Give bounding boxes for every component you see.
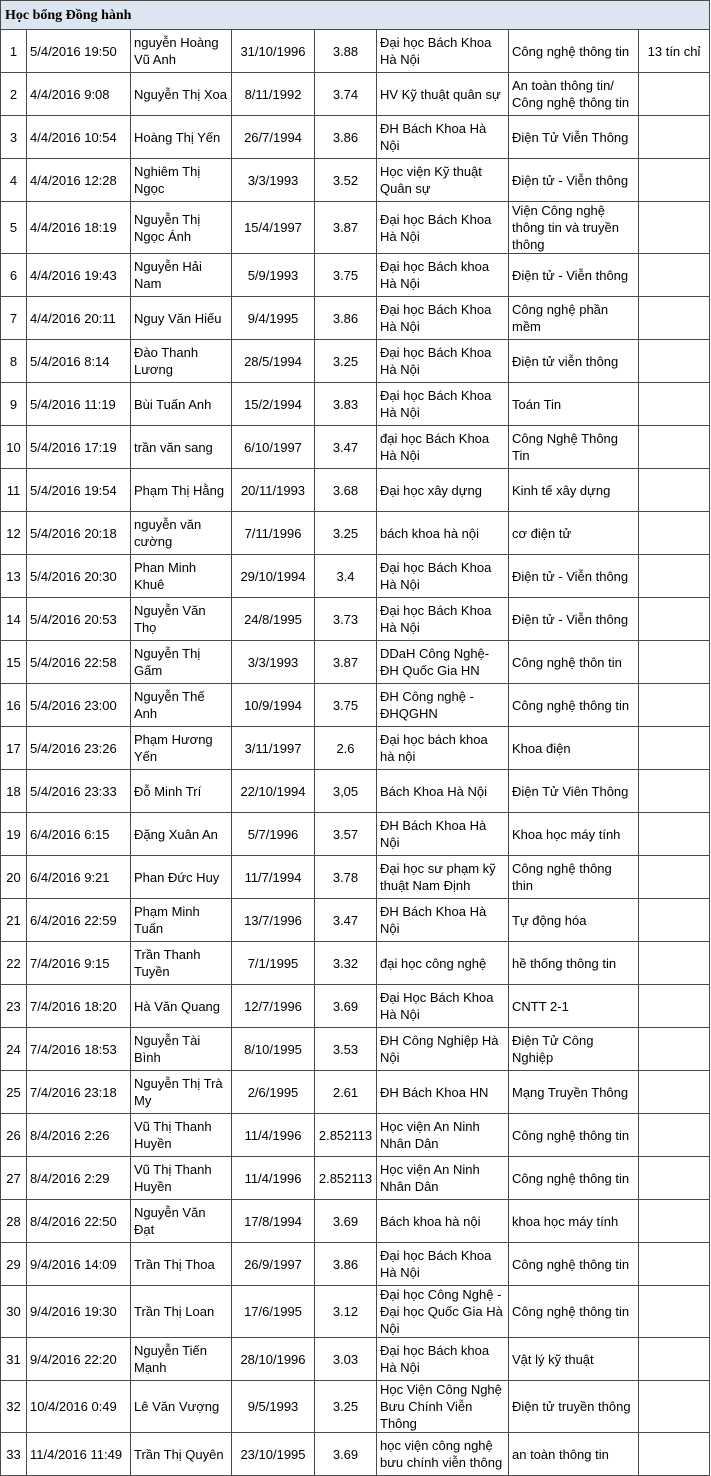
note-cell <box>639 1243 710 1286</box>
note-cell <box>639 1114 710 1157</box>
student-name: Đặng Xuân An <box>131 813 232 856</box>
school-name: Bách khoa hà nội <box>377 1200 509 1243</box>
school-name: Đại học bách khoa hà nội <box>377 727 509 770</box>
table-row <box>1 202 710 254</box>
table-row <box>1 598 710 641</box>
gpa-score: 2.852113 <box>315 1114 377 1157</box>
gpa-score: 3.78 <box>315 856 377 899</box>
table-row <box>1 641 710 684</box>
date-of-birth: 31/10/1996 <box>232 30 315 73</box>
submitted-time: 6/4/2016 22:59 <box>27 899 131 942</box>
submitted-time: 8/4/2016 2:29 <box>27 1157 131 1200</box>
student-name: Nguyễn Thị Trà My <box>131 1071 232 1114</box>
school-name: ĐH Bách Khoa HN <box>377 1071 509 1114</box>
gpa-score: 3.53 <box>315 1028 377 1071</box>
row-number: 10 <box>1 426 27 469</box>
note-cell <box>639 641 710 684</box>
note-cell <box>639 426 710 469</box>
major-name: Điện tử - Viễn thông <box>509 254 639 297</box>
school-name: học viện công nghệ bưu chính viễn thông <box>377 1433 509 1476</box>
sheet-title: Học bổng Đồng hành <box>1 1 710 30</box>
title-row <box>1 1 710 30</box>
school-name: Đại học Bách Khoa Hà Nội <box>377 202 509 254</box>
gpa-score: 2.61 <box>315 1071 377 1114</box>
school-name: Bách Khoa Hà Nội <box>377 770 509 813</box>
date-of-birth: 15/2/1994 <box>232 383 315 426</box>
submitted-time: 4/4/2016 10:54 <box>27 116 131 159</box>
gpa-score: 3.4 <box>315 555 377 598</box>
student-name: Nguyễn Thị Xoa <box>131 73 232 116</box>
submitted-time: 10/4/2016 0:49 <box>27 1381 131 1433</box>
school-name: ĐH Công nghệ - ĐHQGHN <box>377 684 509 727</box>
submitted-time: 9/4/2016 14:09 <box>27 1243 131 1286</box>
major-name: Điện Tử Công Nghiệp <box>509 1028 639 1071</box>
note-cell <box>639 1028 710 1071</box>
major-name: Điện Tử Viên Thông <box>509 770 639 813</box>
school-name: Đại học Bách khoa Hà Nội <box>377 1338 509 1381</box>
row-number: 12 <box>1 512 27 555</box>
major-name: Điện tử viễn thông <box>509 340 639 383</box>
gpa-score: 3.87 <box>315 641 377 684</box>
submitted-time: 5/4/2016 19:50 <box>27 30 131 73</box>
school-name: đại học công nghệ <box>377 942 509 985</box>
major-name: Mạng Truyền Thông <box>509 1071 639 1114</box>
note-cell <box>639 856 710 899</box>
row-number: 31 <box>1 1338 27 1381</box>
major-name: an toàn thông tin <box>509 1433 639 1476</box>
date-of-birth: 5/7/1996 <box>232 813 315 856</box>
date-of-birth: 2/6/1995 <box>232 1071 315 1114</box>
date-of-birth: 6/10/1997 <box>232 426 315 469</box>
submitted-time: 7/4/2016 9:15 <box>27 942 131 985</box>
school-name: Đại học sư phạm kỹ thuật Nam Định <box>377 856 509 899</box>
row-number: 8 <box>1 340 27 383</box>
student-name: Trần Thị Thoa <box>131 1243 232 1286</box>
row-number: 33 <box>1 1433 27 1476</box>
date-of-birth: 29/10/1994 <box>232 555 315 598</box>
note-cell <box>639 770 710 813</box>
note-cell <box>639 202 710 254</box>
gpa-score: 3.68 <box>315 469 377 512</box>
row-number: 26 <box>1 1114 27 1157</box>
major-name: Khoa học máy tính <box>509 813 639 856</box>
student-name: Hà Văn Quang <box>131 985 232 1028</box>
note-cell <box>639 899 710 942</box>
date-of-birth: 17/8/1994 <box>232 1200 315 1243</box>
submitted-time: 4/4/2016 20:11 <box>27 297 131 340</box>
school-name: Đại Học Bách Khoa Hà Nội <box>377 985 509 1028</box>
gpa-score: 3.75 <box>315 254 377 297</box>
major-name: Điện Tử Viễn Thông <box>509 116 639 159</box>
table-row <box>1 1243 710 1286</box>
major-name: Điện tử - Viễn thông <box>509 159 639 202</box>
date-of-birth: 8/11/1992 <box>232 73 315 116</box>
row-number: 18 <box>1 770 27 813</box>
row-number: 21 <box>1 899 27 942</box>
date-of-birth: 26/7/1994 <box>232 116 315 159</box>
row-number: 13 <box>1 555 27 598</box>
table-row <box>1 770 710 813</box>
major-name: khoa học máy tính <box>509 1200 639 1243</box>
student-name: Nguyễn Thị Gấm <box>131 641 232 684</box>
submitted-time: 11/4/2016 11:49 <box>27 1433 131 1476</box>
table-row <box>1 727 710 770</box>
table-row <box>1 1157 710 1200</box>
gpa-score: 3,05 <box>315 770 377 813</box>
major-name: cơ điện tử <box>509 512 639 555</box>
major-name: Công nghệ thông tin <box>509 30 639 73</box>
table-row <box>1 297 710 340</box>
date-of-birth: 10/9/1994 <box>232 684 315 727</box>
note-cell <box>639 469 710 512</box>
major-name: Vật lý kỹ thuật <box>509 1338 639 1381</box>
major-name: Tự động hóa <box>509 899 639 942</box>
submitted-time: 5/4/2016 19:54 <box>27 469 131 512</box>
note-cell <box>639 383 710 426</box>
note-cell <box>639 942 710 985</box>
note-cell <box>639 1157 710 1200</box>
school-name: Đại học Bách Khoa Hà Nội <box>377 340 509 383</box>
submitted-time: 7/4/2016 18:53 <box>27 1028 131 1071</box>
major-name: Điện tử - Viễn thông <box>509 555 639 598</box>
note-cell <box>639 73 710 116</box>
date-of-birth: 11/4/1996 <box>232 1114 315 1157</box>
table-row <box>1 1338 710 1381</box>
table-row <box>1 942 710 985</box>
major-name: Công nghệ thôn tin <box>509 641 639 684</box>
major-name: Công Nghệ Thông Tin <box>509 426 639 469</box>
table-row <box>1 512 710 555</box>
submitted-time: 4/4/2016 9:08 <box>27 73 131 116</box>
major-name: Công nghệ thông tin <box>509 1286 639 1338</box>
school-name: Đại học xây dựng <box>377 469 509 512</box>
row-number: 32 <box>1 1381 27 1433</box>
gpa-score: 3.12 <box>315 1286 377 1338</box>
major-name: Công nghệ thông tin <box>509 1157 639 1200</box>
student-name: Trần Thị Quyên <box>131 1433 232 1476</box>
table-row <box>1 73 710 116</box>
school-name: ĐH Bách Khoa Hà Nội <box>377 899 509 942</box>
gpa-score: 3.52 <box>315 159 377 202</box>
row-number: 6 <box>1 254 27 297</box>
table-row <box>1 159 710 202</box>
student-name: Đỗ Minh Trí <box>131 770 232 813</box>
school-name: Đại học Công Nghệ - Đại học Quốc Gia Hà Nội <box>377 1286 509 1338</box>
submitted-time: 6/4/2016 6:15 <box>27 813 131 856</box>
gpa-score: 3.25 <box>315 340 377 383</box>
note-cell <box>639 598 710 641</box>
submitted-time: 5/4/2016 23:00 <box>27 684 131 727</box>
submitted-time: 5/4/2016 23:26 <box>27 727 131 770</box>
major-name: CNTT 2-1 <box>509 985 639 1028</box>
gpa-score: 3.25 <box>315 1381 377 1433</box>
row-number: 29 <box>1 1243 27 1286</box>
gpa-score: 3.32 <box>315 942 377 985</box>
row-number: 7 <box>1 297 27 340</box>
student-name: Phạm Thị Hằng <box>131 469 232 512</box>
major-name: Công nghệ thông tin <box>509 684 639 727</box>
note-cell <box>639 985 710 1028</box>
student-name: nguyễn văn cường <box>131 512 232 555</box>
student-name: Đào Thanh Lương <box>131 340 232 383</box>
major-name: Công nghệ thông thin <box>509 856 639 899</box>
row-number: 22 <box>1 942 27 985</box>
school-name: Học viện Kỹ thuật Quân sự <box>377 159 509 202</box>
major-name: Công nghệ phần mềm <box>509 297 639 340</box>
date-of-birth: 11/7/1994 <box>232 856 315 899</box>
note-cell <box>639 254 710 297</box>
school-name: Đại học Bách Khoa Hà Nội <box>377 555 509 598</box>
submitted-time: 5/4/2016 17:19 <box>27 426 131 469</box>
note-cell <box>639 512 710 555</box>
gpa-score: 3.74 <box>315 73 377 116</box>
note-cell <box>639 555 710 598</box>
submitted-time: 4/4/2016 19:43 <box>27 254 131 297</box>
table-row <box>1 116 710 159</box>
gpa-score: 2.852113 <box>315 1157 377 1200</box>
table-row <box>1 684 710 727</box>
major-name: Toán Tin <box>509 383 639 426</box>
date-of-birth: 9/4/1995 <box>232 297 315 340</box>
student-name: Phan Minh Khuê <box>131 555 232 598</box>
table-row <box>1 1381 710 1433</box>
submitted-time: 5/4/2016 22:58 <box>27 641 131 684</box>
note-cell <box>639 1381 710 1433</box>
row-number: 16 <box>1 684 27 727</box>
submitted-time: 4/4/2016 18:19 <box>27 202 131 254</box>
note-cell <box>639 116 710 159</box>
date-of-birth: 8/10/1995 <box>232 1028 315 1071</box>
school-name: Đại học Bách Khoa Hà Nội <box>377 383 509 426</box>
student-name: Vũ Thị Thanh Huyền <box>131 1157 232 1200</box>
date-of-birth: 20/11/1993 <box>232 469 315 512</box>
date-of-birth: 13/7/1996 <box>232 899 315 942</box>
table-row <box>1 340 710 383</box>
student-name: Nguyễn Tài Bình <box>131 1028 232 1071</box>
student-name: Nguyễn Văn Đạt <box>131 1200 232 1243</box>
gpa-score: 3.03 <box>315 1338 377 1381</box>
school-name: Học viện An Ninh Nhân Dân <box>377 1114 509 1157</box>
school-name: đại học Bách Khoa Hà Nội <box>377 426 509 469</box>
student-name: Nguy Văn Hiếu <box>131 297 232 340</box>
submitted-time: 5/4/2016 20:53 <box>27 598 131 641</box>
row-number: 24 <box>1 1028 27 1071</box>
date-of-birth: 7/11/1996 <box>232 512 315 555</box>
student-name: Trần Thanh Tuyền <box>131 942 232 985</box>
student-name: Phạm Minh Tuấn <box>131 899 232 942</box>
note-cell <box>639 1433 710 1476</box>
submitted-time: 7/4/2016 18:20 <box>27 985 131 1028</box>
submitted-time: 4/4/2016 12:28 <box>27 159 131 202</box>
row-number: 28 <box>1 1200 27 1243</box>
date-of-birth: 7/1/1995 <box>232 942 315 985</box>
student-name: Bùi Tuấn Anh <box>131 383 232 426</box>
submitted-time: 7/4/2016 23:18 <box>27 1071 131 1114</box>
row-number: 3 <box>1 116 27 159</box>
table-row <box>1 383 710 426</box>
row-number: 23 <box>1 985 27 1028</box>
row-number: 19 <box>1 813 27 856</box>
gpa-score: 3.69 <box>315 1200 377 1243</box>
date-of-birth: 12/7/1996 <box>232 985 315 1028</box>
school-name: DDaH Công Nghệ-ĐH Quốc Gia HN <box>377 641 509 684</box>
school-name: Học Viện Công Nghệ Bưu Chính Viễn Thông <box>377 1381 509 1433</box>
row-number: 27 <box>1 1157 27 1200</box>
date-of-birth: 28/10/1996 <box>232 1338 315 1381</box>
major-name: Kinh tế xây dựng <box>509 469 639 512</box>
row-number: 15 <box>1 641 27 684</box>
gpa-score: 3.86 <box>315 1243 377 1286</box>
date-of-birth: 5/9/1993 <box>232 254 315 297</box>
submitted-time: 5/4/2016 23:33 <box>27 770 131 813</box>
gpa-score: 3.75 <box>315 684 377 727</box>
major-name: Công nghệ thông tin <box>509 1114 639 1157</box>
row-number: 2 <box>1 73 27 116</box>
date-of-birth: 22/10/1994 <box>232 770 315 813</box>
submitted-time: 6/4/2016 9:21 <box>27 856 131 899</box>
submitted-time: 9/4/2016 22:20 <box>27 1338 131 1381</box>
school-name: Đại học Bách Khoa Hà Nội <box>377 1243 509 1286</box>
table-row <box>1 1286 710 1338</box>
major-name: Khoa điện <box>509 727 639 770</box>
table-row <box>1 555 710 598</box>
row-number: 20 <box>1 856 27 899</box>
date-of-birth: 3/3/1993 <box>232 159 315 202</box>
major-name: Công nghệ thông tin <box>509 1243 639 1286</box>
date-of-birth: 17/6/1995 <box>232 1286 315 1338</box>
student-name: Hoàng Thị Yến <box>131 116 232 159</box>
table-row <box>1 1028 710 1071</box>
gpa-score: 3.69 <box>315 1433 377 1476</box>
submitted-time: 8/4/2016 2:26 <box>27 1114 131 1157</box>
row-number: 1 <box>1 30 27 73</box>
gpa-score: 3.88 <box>315 30 377 73</box>
table-row <box>1 1071 710 1114</box>
student-name: Vũ Thị Thanh Huyền <box>131 1114 232 1157</box>
school-name: Đại học Bách Khoa Hà Nội <box>377 297 509 340</box>
gpa-score: 2.6 <box>315 727 377 770</box>
table-row <box>1 1433 710 1476</box>
date-of-birth: 15/4/1997 <box>232 202 315 254</box>
school-name: bách khoa hà nội <box>377 512 509 555</box>
note-cell <box>639 1071 710 1114</box>
note-cell <box>639 1200 710 1243</box>
note-cell: 13 tín chỉ <box>639 30 710 73</box>
student-name: Trần Thị Loan <box>131 1286 232 1338</box>
school-name: Đại học Bách khoa Hà Nội <box>377 254 509 297</box>
submitted-time: 8/4/2016 22:50 <box>27 1200 131 1243</box>
date-of-birth: 3/3/1993 <box>232 641 315 684</box>
student-name: Nguyễn Thị Ngọc Ánh <box>131 202 232 254</box>
student-name: nguyễn Hoàng Vũ Anh <box>131 30 232 73</box>
school-name: Đại học Bách Khoa Hà Nội <box>377 598 509 641</box>
gpa-score: 3.69 <box>315 985 377 1028</box>
submitted-time: 5/4/2016 20:18 <box>27 512 131 555</box>
gpa-score: 3.87 <box>315 202 377 254</box>
date-of-birth: 23/10/1995 <box>232 1433 315 1476</box>
row-number: 25 <box>1 1071 27 1114</box>
table-row <box>1 426 710 469</box>
table-row <box>1 813 710 856</box>
note-cell <box>639 1338 710 1381</box>
student-name: Phạm Hương Yến <box>131 727 232 770</box>
note-cell <box>639 1286 710 1338</box>
table-row <box>1 899 710 942</box>
school-name: Học viện An Ninh Nhân Dân <box>377 1157 509 1200</box>
gpa-score: 3.86 <box>315 116 377 159</box>
submitted-time: 5/4/2016 11:19 <box>27 383 131 426</box>
gpa-score: 3.47 <box>315 426 377 469</box>
table-row <box>1 1200 710 1243</box>
gpa-score: 3.83 <box>315 383 377 426</box>
student-name: Phan Đức Huy <box>131 856 232 899</box>
date-of-birth: 9/5/1993 <box>232 1381 315 1433</box>
date-of-birth: 24/8/1995 <box>232 598 315 641</box>
row-number: 9 <box>1 383 27 426</box>
note-cell <box>639 340 710 383</box>
row-number: 30 <box>1 1286 27 1338</box>
school-name: ĐH Công Nghiệp Hà Nội <box>377 1028 509 1071</box>
gpa-score: 3.25 <box>315 512 377 555</box>
table-row <box>1 254 710 297</box>
school-name: ĐH Bách Khoa Hà Nội <box>377 813 509 856</box>
major-name: Viện Công nghệ thông tin và truyền thông <box>509 202 639 254</box>
gpa-score: 3.73 <box>315 598 377 641</box>
submitted-time: 9/4/2016 19:30 <box>27 1286 131 1338</box>
submitted-time: 5/4/2016 20:30 <box>27 555 131 598</box>
table-row <box>1 1114 710 1157</box>
row-number: 11 <box>1 469 27 512</box>
note-cell <box>639 684 710 727</box>
school-name: ĐH Bách Khoa Hà Nội <box>377 116 509 159</box>
gpa-score: 3.86 <box>315 297 377 340</box>
major-name: hề thống thông tin <box>509 942 639 985</box>
student-name: Nguyễn Tiến Mạnh <box>131 1338 232 1381</box>
table-row <box>1 30 710 73</box>
student-name: Nghiêm Thị Ngọc <box>131 159 232 202</box>
major-name: Điện tử - Viễn thông <box>509 598 639 641</box>
date-of-birth: 11/4/1996 <box>232 1157 315 1200</box>
student-name: trần văn sang <box>131 426 232 469</box>
school-name: Đại học Bách Khoa Hà Nội <box>377 30 509 73</box>
date-of-birth: 3/11/1997 <box>232 727 315 770</box>
gpa-score: 3.57 <box>315 813 377 856</box>
row-number: 5 <box>1 202 27 254</box>
table-row <box>1 469 710 512</box>
submitted-time: 5/4/2016 8:14 <box>27 340 131 383</box>
note-cell <box>639 159 710 202</box>
student-name: Nguyễn Văn Thọ <box>131 598 232 641</box>
table-row <box>1 985 710 1028</box>
note-cell <box>639 727 710 770</box>
note-cell <box>639 297 710 340</box>
row-number: 17 <box>1 727 27 770</box>
school-name: HV Kỹ thuật quân sự <box>377 73 509 116</box>
student-name: Lê Văn Vượng <box>131 1381 232 1433</box>
date-of-birth: 28/5/1994 <box>232 340 315 383</box>
student-name: Nguyễn Thế Anh <box>131 684 232 727</box>
table-row <box>1 856 710 899</box>
student-name: Nguyễn Hải Nam <box>131 254 232 297</box>
row-number: 4 <box>1 159 27 202</box>
date-of-birth: 26/9/1997 <box>232 1243 315 1286</box>
row-number: 14 <box>1 598 27 641</box>
major-name: An toàn thông tin/ Công nghệ thông tin <box>509 73 639 116</box>
major-name: Điện tử truyền thông <box>509 1381 639 1433</box>
note-cell <box>639 813 710 856</box>
gpa-score: 3.47 <box>315 899 377 942</box>
